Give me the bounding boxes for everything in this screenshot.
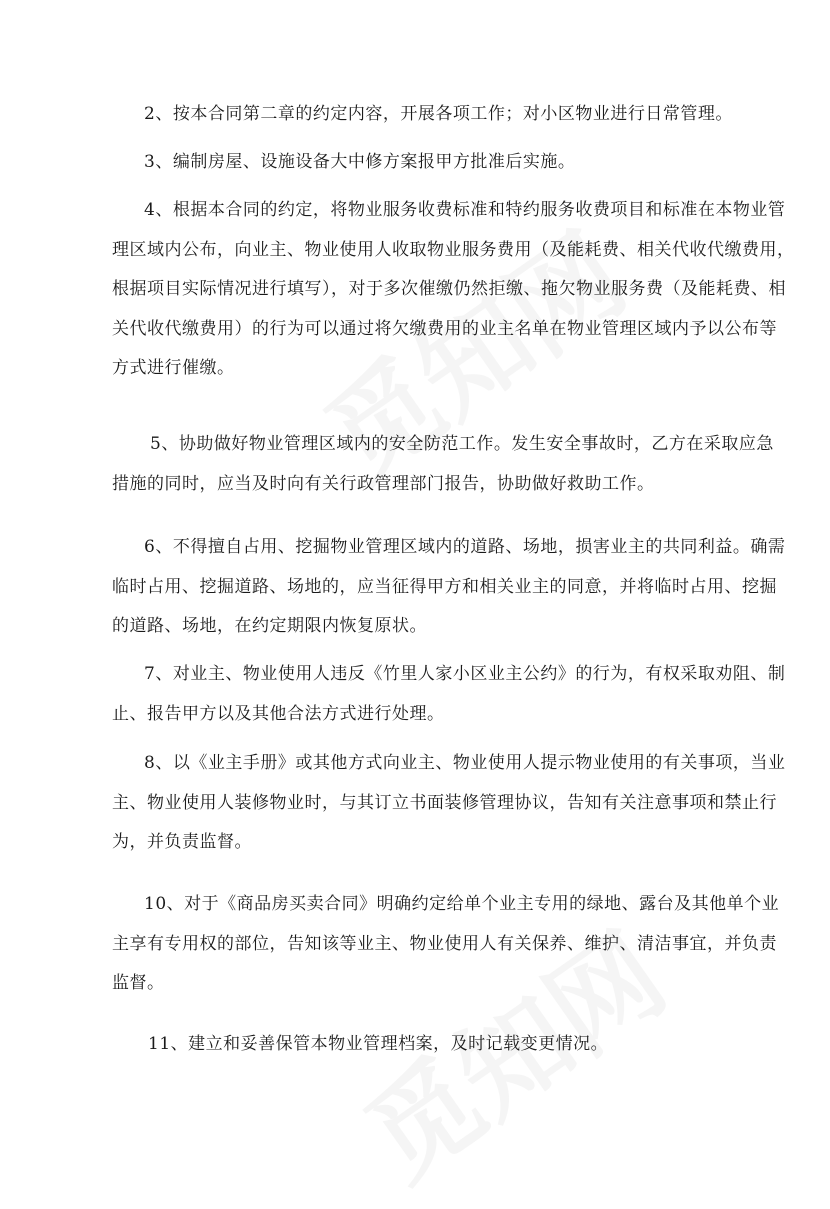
text-line: 为，并负责监督。 xyxy=(112,832,252,852)
text-line: 主享有专用权的部位，告知该等业主、物业使用人有关保养、维护、清洁事宜，并负责 xyxy=(112,933,777,954)
clause-10-paragraph xyxy=(112,885,780,1004)
clause-11-paragraph xyxy=(112,1025,752,1065)
clause-8-paragraph xyxy=(112,744,786,863)
text-line: 根据项目实际情况进行填写），对于多次催缴仍然拒缴、拖欠物业服务费（及能耗费、相 xyxy=(112,279,786,299)
text-line: 11、建立和妥善保管本物业管理档案，及时记载变更情况。 xyxy=(148,1034,609,1054)
text-line: 8、以《业主手册》或其他方式向业主、物业使用人提示物业使用的有关事项，当业 xyxy=(144,753,786,773)
text-line: 3、编制房屋、设施设备大中修方案报甲方批准后实施。 xyxy=(144,152,576,172)
text-line: 6、不得擅自占用、挖掘物业管理区域内的道路、场地，损害业主的共同利益。确需 xyxy=(144,537,786,557)
clause-3-paragraph xyxy=(112,143,752,183)
clause-6-paragraph xyxy=(112,528,786,647)
text-line: 监督。 xyxy=(112,973,165,993)
text-line: 方式进行催缴。 xyxy=(112,358,235,378)
text-line: 4、根据本合同的约定，将物业服务收费标准和特约服务收费项目和标准在本物业管 xyxy=(144,200,786,220)
text-line: 临时占用、挖掘道路、场地的，应当征得甲方和相关业主的同意，并将临时占用、挖掘 xyxy=(112,576,777,597)
clause-5-paragraph xyxy=(112,425,774,504)
text-line: 2、按本合同第二章的约定内容，开展各项工作；对小区物业进行日常管理。 xyxy=(144,104,733,124)
text-line: 关代收代缴费用）的行为可以通过将欠缴费用的业主名单在物业管理区域内予以公布等 xyxy=(112,318,777,339)
text-line: 主、物业使用人装修物业时，与其订立书面装修管理协议，告知有关注意事项和禁止行 xyxy=(112,792,777,813)
text-line: 理区域内公布，向业主、物业使用人收取物业服务费用（及能耗费、相关代收代缴费用， xyxy=(112,239,795,260)
text-line: 的道路、场地，在约定期限内恢复原状。 xyxy=(112,616,427,636)
clause-2-paragraph xyxy=(112,95,752,135)
text-line: 措施的同时，应当及时向有关行政管理部门报告，协助做好救助工作。 xyxy=(112,473,655,494)
clause-7-paragraph xyxy=(112,655,786,734)
clause-4-paragraph xyxy=(112,191,795,389)
text-line: 5、协助做好物业管理区域内的安全防范工作。发生安全事故时，乙方在采取应急 xyxy=(150,434,774,454)
text-line: 7、对业主、物业使用人违反《竹里人家小区业主公约》的行为，有权采取劝阻、制 xyxy=(144,664,786,684)
text-line: 10、对于《商品房买卖合同》明确约定给单个业主专用的绿地、露台及其他单个业 xyxy=(144,894,780,914)
text-line: 止、报告甲方以及其他合法方式进行处理。 xyxy=(112,703,445,724)
